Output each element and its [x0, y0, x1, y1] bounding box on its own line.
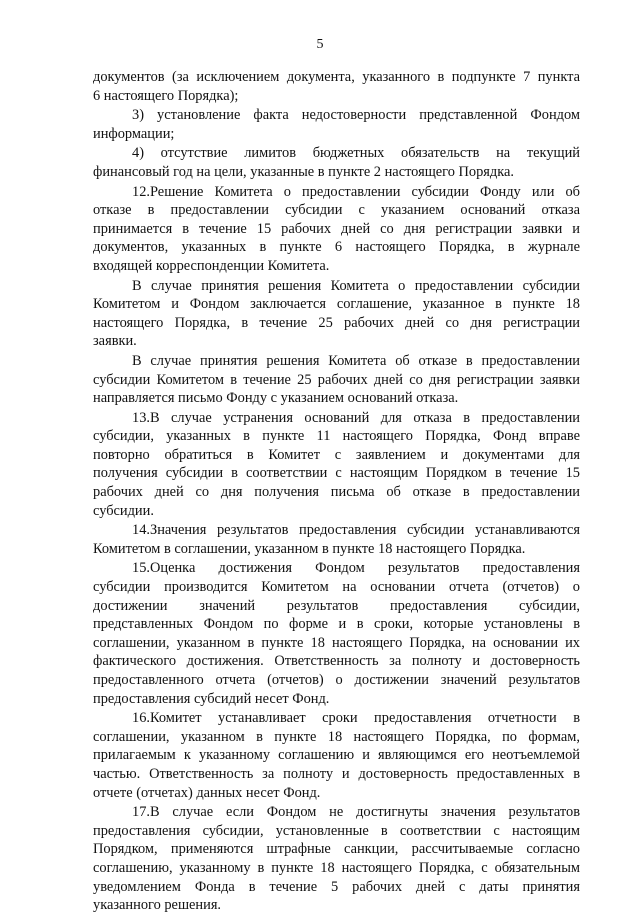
text-line: соглашению, указанному в пункте 18 настоящего Порядка, с обязательным [93, 859, 580, 876]
paragraph [93, 183, 580, 276]
text-line: входящей корреспонденции Комитета. [93, 257, 330, 274]
paragraph [93, 106, 580, 143]
paragraph [93, 352, 580, 408]
text-line: рабочих дней со дня получения письма об отказе в предоставлении [93, 484, 580, 501]
text-line: представленных Фондом по форме и в сроки, которые установлены в [93, 616, 580, 633]
text-line: 13.В случае устранения оснований для отказа в предоставлении [132, 409, 580, 426]
text-line: субсидии. [93, 502, 154, 519]
text-line: уведомлением Фонда в течение 5 рабочих дней с даты принятия [93, 878, 580, 895]
text-line: В случае принятия решения Комитета о предоставлении субсидии [132, 277, 580, 294]
text-line: соглашении, указанном в пункте 18 настоящего Порядка, на основании их [93, 634, 580, 651]
text-line: получения субсидии в соответствии с настоящим Порядком в течение 15 [93, 465, 580, 482]
text-line: указанного решения. [93, 897, 222, 914]
text-line: заявки. [93, 333, 137, 350]
text-line: частью. Ответственность за полноту и достоверность предоставленных в [93, 765, 580, 782]
text-line: документов, указанных в пункте 6 настоящего Порядка, в журнале [93, 239, 580, 256]
text-line: повторно обратиться в Комитет с заявлением и документами для [93, 446, 580, 463]
text-line: направляется письмо Фонду с указанием оснований отказа. [93, 390, 459, 407]
text-line: субсидии, указанных в пункте 11 настоящего Порядка, Фонд вправе [93, 428, 580, 445]
text-line: информации; [93, 125, 175, 142]
paragraph [93, 409, 580, 521]
text-line: 12.Решение Комитета о предоставлении субсидии Фонду или об [132, 183, 580, 200]
text-line: 14.Значения результатов предоставления субсидии устанавливаются [132, 522, 580, 539]
text-line: соглашении, указанном в пункте 18 настоящего Порядка, по формам, [93, 728, 580, 745]
text-line: 6 настоящего Порядка); [93, 87, 239, 104]
text-line: Комитетом в соглашении, указанном в пункте 18 настоящего Порядка. [93, 540, 526, 557]
text-line: 16.Комитет устанавливает сроки предоставления отчетности в [132, 710, 580, 727]
page-number: 5 [316, 37, 324, 52]
text-line: отчете (отчетах) данных несет Фонд. [93, 784, 321, 801]
text-line: субсидии Комитетом в течение 25 рабочих дней со дня регистрации заявки [93, 371, 580, 388]
text-line: В случае принятия решения Комитета об отказе в предоставлении [132, 352, 580, 369]
text-line: субсидии производится Комитетом на основании отчета (отчетов) о [93, 579, 580, 596]
text-line: прилагаемым к указанному соглашению и являющимся его неотъемлемой [93, 747, 580, 764]
paragraph [93, 559, 580, 708]
text-line: предоставленного отчета (отчетов) о достижении значений результатов [93, 672, 580, 688]
paragraph [93, 709, 580, 802]
text-line: 15.Оценка достижения Фондом результатов предоставления [132, 560, 580, 577]
text-line: предоставления субсидий несет Фонд. [93, 690, 330, 707]
text-line: достижении значений результатов предоставления субсидии, [93, 597, 580, 614]
text-line: 3) установление факта недостоверности представленной Фондом [132, 107, 580, 124]
text-line: отказе в предоставлении субсидии с указанием оснований отказа [93, 202, 580, 219]
text-line: фактического достижения. Ответственность за полноту и достоверность [93, 653, 580, 670]
text-line: финансовый год на цели, указанные в пункте 2 настоящего Порядка. [93, 163, 515, 180]
text-line: принимается в течение 15 рабочих дней со дня регистрации заявки и [93, 220, 580, 237]
text-line: предоставления субсидии, установленные в соответствии с настоящим [93, 822, 580, 839]
text-line: Комитетом и Фондом заключается соглашение, указанное в пункте 18 [93, 296, 580, 313]
paragraph [93, 277, 580, 351]
paragraph [93, 68, 580, 105]
text-line: документов (за исключением документа, указанного в подпункте 7 пункта [93, 69, 580, 85]
text-line: настоящего Порядка, в течение 25 рабочих дней со дня регистрации [93, 314, 580, 331]
text-line: 17.В случае если Фондом не достигнуты значения результатов [132, 804, 580, 821]
paragraph [93, 144, 580, 181]
document-body [93, 68, 580, 916]
paragraph [93, 803, 580, 915]
text-line: 4) отсутствие лимитов бюджетных обязательств на текущий [132, 145, 580, 162]
text-line: Порядком, применяются штрафные санкции, рассчитываемые согласно [93, 841, 580, 858]
paragraph [93, 521, 580, 558]
